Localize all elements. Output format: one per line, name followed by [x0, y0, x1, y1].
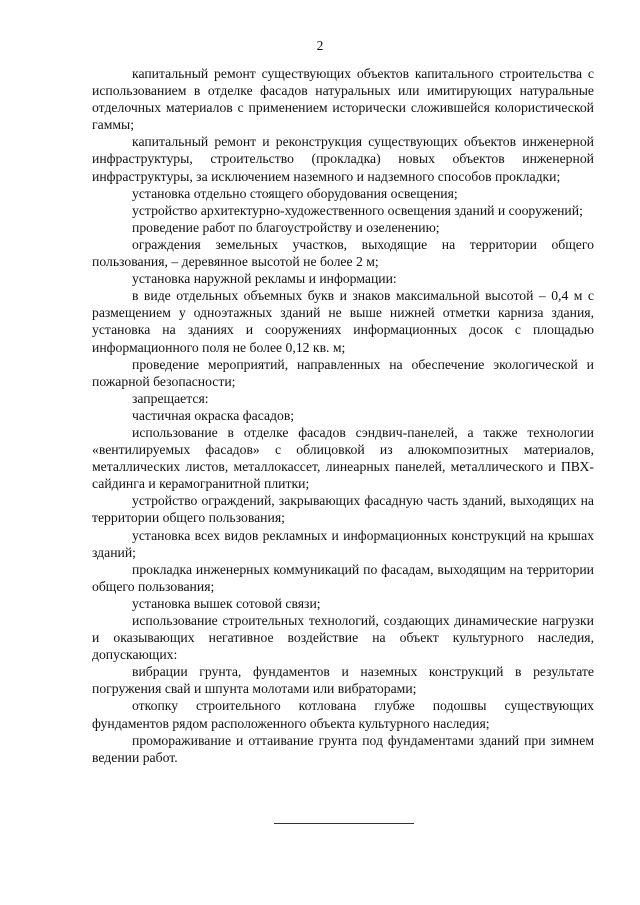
paragraph: ограждения земельных участков, выходящие на территории общего пользования, – деревянное высотой не более 2 м;: [92, 236, 594, 270]
paragraph: запрещается:: [132, 390, 209, 406]
page-number: 2: [316, 38, 324, 53]
paragraph: откопку строительного котлована глубже подошвы существующих фундаментов рядом расположенного объекта культурного наследия;: [92, 698, 594, 731]
paragraph: использование строительных технологий, создающих динамические нагрузки и оказывающих негативное воздействие на объект культурного наследия, допускающих:: [92, 613, 594, 663]
paragraph: проведение мероприятий, направленных на обеспечение экологической и пожарной безопасности;: [92, 356, 594, 389]
paragraph: установка всех видов рекламных и информационных конструкций на крышах зданий;: [92, 527, 594, 560]
paragraph: установка вышек сотовой связи;: [132, 595, 321, 611]
paragraph: вибрации грунта, фундаментов и наземных конструкций в результате погружения свай и шпунта молотами или вибраторами;: [92, 664, 594, 697]
paragraph: промораживание и оттаивание грунта под фундаментами зданий при зимнем ведении работ.: [92, 732, 594, 765]
paragraph: капитальный ремонт и реконструкция существующих объектов инженерной инфраструктуры, строительство (прокладка) новых объектов инженерной инфраструктуры, за исключением наземного и надземного способов прокладки;: [92, 134, 594, 184]
paragraph: устройство ограждений, закрывающих фасадную часть зданий, выходящих на территории общего пользования;: [92, 493, 594, 526]
document-body: [92, 65, 594, 766]
paragraph: проведение работ по благоустройству и озеленению;: [132, 219, 440, 235]
paragraph: использование в отделке фасадов сэндвич-панелей, а также технологии «вентилируемых фасадов» с облицовкой из алюкомпозитных материалов, металлических листов, металлокассет, линеарных панелей, металлического и ПВХ-сайдинга и керамогранитной плитки;: [92, 424, 594, 492]
paragraph: в виде отдельных объемных букв и знаков максимальной высотой – 0,4 м с размещением у одноэтажных зданий не выше нижней отметки карниза здания, установка на зданиях и сооружениях информационных досок с площадью информационного поля не более 0,12 кв. м;: [92, 288, 594, 355]
paragraph: установка наружной рекламы и информации:: [132, 271, 397, 287]
paragraph: установка отдельно стоящего оборудования освещения;: [132, 185, 458, 201]
paragraph: прокладка инженерных коммуникаций по фасадам, выходящим на территории общего пользования;: [92, 561, 594, 594]
paragraph: устройство архитектурно-художественного освещения зданий и сооружений;: [132, 202, 583, 218]
paragraph: капитальный ремонт существующих объектов капитального строительства с использованием в отделке фасадов натуральных или имитирующих натуральные отделочных материалов с применением исторически сложившейся колористической гаммы;: [92, 66, 594, 133]
paragraph: частичная окраска фасадов;: [132, 407, 295, 423]
end-divider: [274, 823, 414, 824]
